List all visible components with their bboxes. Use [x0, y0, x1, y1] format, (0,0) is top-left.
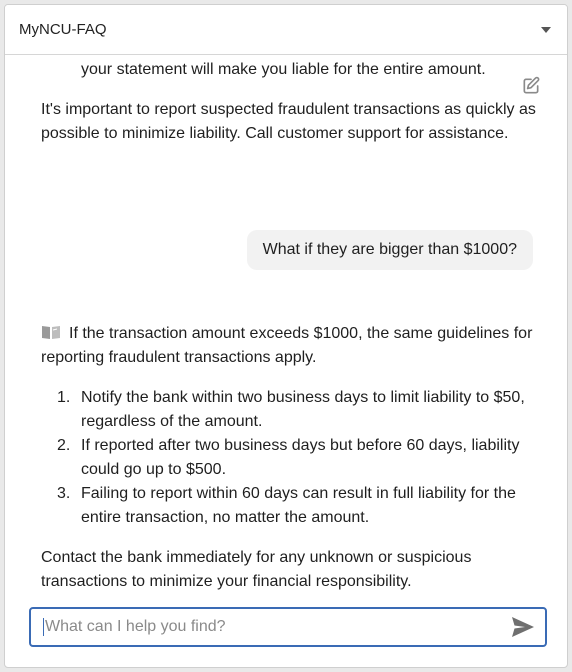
list-item-number: 2. [57, 437, 71, 454]
list-item [41, 482, 541, 530]
text-caret [43, 618, 44, 636]
book-icon [41, 324, 61, 340]
send-icon[interactable] [511, 616, 535, 638]
list-item-text: If reported after two business days but before 60 days, liability could go up to $500. [81, 437, 520, 478]
list-item-number: 3. [57, 485, 71, 502]
list-item-number: 1. [57, 389, 71, 406]
chat-transcript[interactable] [5, 56, 567, 603]
list-item-text: Failing to report within 60 days can result in full liability for the entire transaction, no matter the amount. [81, 485, 516, 526]
chat-input-bar[interactable] [29, 607, 547, 647]
bot-message-paragraph: It's important to report suspected fraudulent transactions as quickly as possible to minimize liability. Call customer support for assistance. [41, 101, 536, 142]
previous-message-tail: your statement will make you liable for the entire amount. [81, 61, 486, 78]
bot-intro-text: If the transaction amount exceeds $1000, the same guidelines for reporting fraudulent transactions apply. [41, 325, 533, 366]
header-select[interactable] [5, 5, 567, 55]
user-message-bubble: What if they are bigger than $1000? [247, 230, 533, 270]
edit-icon[interactable] [521, 76, 541, 96]
list-item [41, 434, 541, 482]
chat-window [4, 4, 568, 668]
list-item-text: Notify the bank within two business days to limit liability to $50, regardless of the amount. [81, 389, 525, 430]
list-item [41, 386, 541, 434]
bot-message-intro [41, 322, 541, 370]
chat-input[interactable] [45, 618, 511, 636]
steps-list [41, 386, 541, 530]
chevron-down-icon[interactable] [541, 27, 551, 33]
bot-message-closing: Contact the bank immediately for any unknown or suspicious transactions to minimize your financial responsibility. [41, 549, 472, 590]
header-title: MyNCU-FAQ [19, 21, 107, 38]
